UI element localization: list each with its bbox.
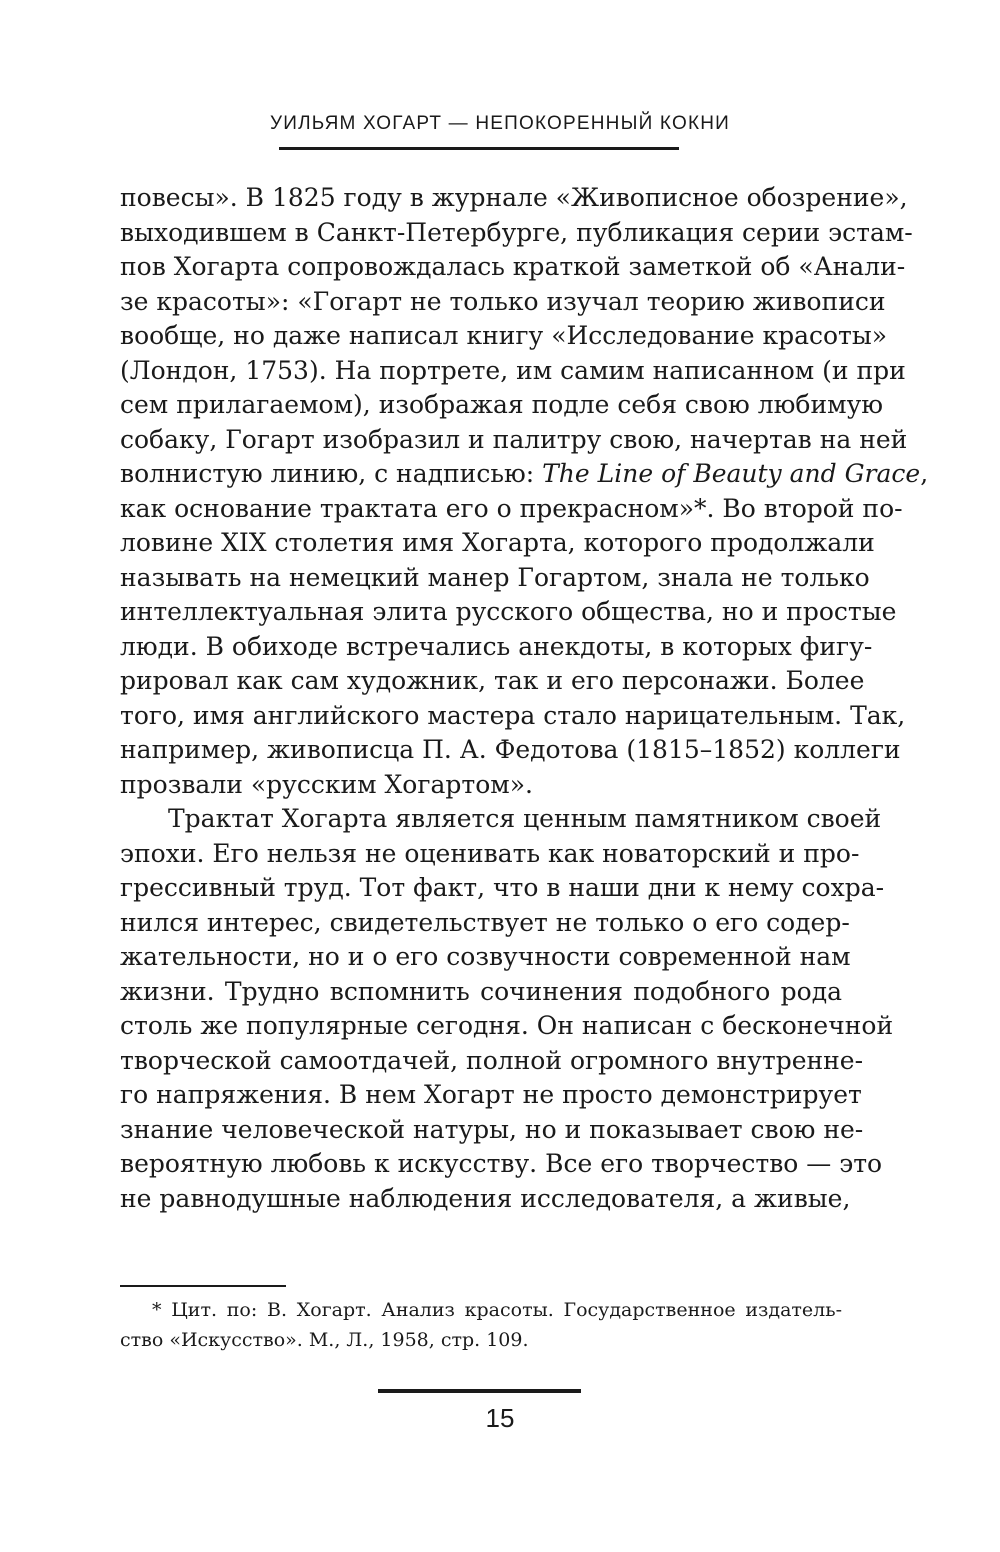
text-line: зе красоты»: «Гогарт не только изучал теорию живописи	[120, 286, 886, 316]
text-line-with-italic	[120, 457, 929, 492]
text-line: как основание трактата его о прекрасном»*. Во второй по-	[120, 493, 903, 523]
text-line: эпохи. Его нельзя не оценивать как новаторский и про-	[120, 838, 860, 868]
text-line: собаку, Гогарт изобразил и палитру свою, начертав на ней	[120, 424, 908, 454]
text-line: ловине XIX столетия имя Хогарта, которого продолжали	[120, 528, 875, 557]
footnote-line: ство «Искусство». М., Л., 1958, стр. 109.	[120, 1329, 529, 1351]
text-line: рировал как сам художник, так и его персонажи. Более	[120, 666, 865, 695]
body-text	[120, 181, 929, 1216]
text-line: го напряжения. В нем Хогарт не просто демонстрирует	[120, 1080, 862, 1109]
text-line: творческой самоотдачей, полной огромного внутренне-	[120, 1045, 864, 1075]
text-line: столь же популярные сегодня. Он написан с бесконечной	[120, 1011, 894, 1040]
text-line: грессивный труд. Тот факт, что в наши дни к нему сохра-	[120, 873, 885, 902]
text-line: пов Хогарта сопровождалась краткой заметкой об «Анали-	[120, 252, 906, 281]
text-line: называть на немецкий манер Гогартом, знала не только	[120, 562, 870, 592]
running-head: УИЛЬЯМ ХОГАРТ — НЕПОКОРЕННЫЙ КОКНИ	[269, 113, 730, 134]
text-segment: ,	[920, 459, 929, 488]
text-line: (Лондон, 1753). На портрете, им самим написанном (и при	[120, 355, 906, 385]
text-line: сем прилагаемом), изображая подле себя свою любимую	[120, 390, 884, 419]
footnote-rule	[120, 1285, 286, 1287]
text-line: вероятную любовь к искусству. Все его творчество — это	[120, 1149, 883, 1178]
text-line: прозвали «русским Хогартом».	[120, 769, 533, 799]
text-line: интеллектуальная элита русского общества, но и простые	[120, 597, 897, 626]
text-line: повесы». В 1825 году в журнале «Живописное обозрение»,	[120, 183, 908, 212]
text-line: выходившем в Санкт-Петербурге, публикация серии эстам-	[120, 217, 913, 247]
text-segment: волнистую линию, с надписью:	[120, 459, 535, 488]
text-line: например, живописца П. А. Федотова (1815–1852) коллеги	[120, 735, 901, 764]
text-line: жательности, но и о его созвучности современной нам	[120, 942, 851, 971]
page-number: 15	[485, 1403, 515, 1433]
text-line: знание человеческой натуры, но и показывает свою не-	[120, 1114, 864, 1144]
header-rule	[279, 147, 679, 150]
text-line: не равнодушные наблюдения исследователя, а живые,	[120, 1183, 851, 1213]
text-line: нился интерес, свидетельствует не только о его содер-	[120, 907, 850, 937]
text-line: Трактат Хогарта является ценным памятником своей	[168, 804, 882, 833]
text-line: того, имя английского мастера стало нарицательным. Так,	[120, 700, 906, 730]
footnote	[120, 1295, 842, 1355]
footnote-line: * Цит. по: В. Хогарт. Анализ красоты. Государственное издатель-	[152, 1299, 842, 1321]
text-line: люди. В обиходе встречались анекдоты, в которых фигу-	[120, 631, 873, 661]
folio-rule	[378, 1389, 581, 1393]
text-line: жизни. Трудно вспомнить сочинения подобного рода	[120, 976, 842, 1006]
italic-inscription: The Line of Beauty and Grace	[542, 459, 921, 488]
text-line: вообще, но даже написал книгу «Исследование красоты»	[120, 321, 888, 350]
